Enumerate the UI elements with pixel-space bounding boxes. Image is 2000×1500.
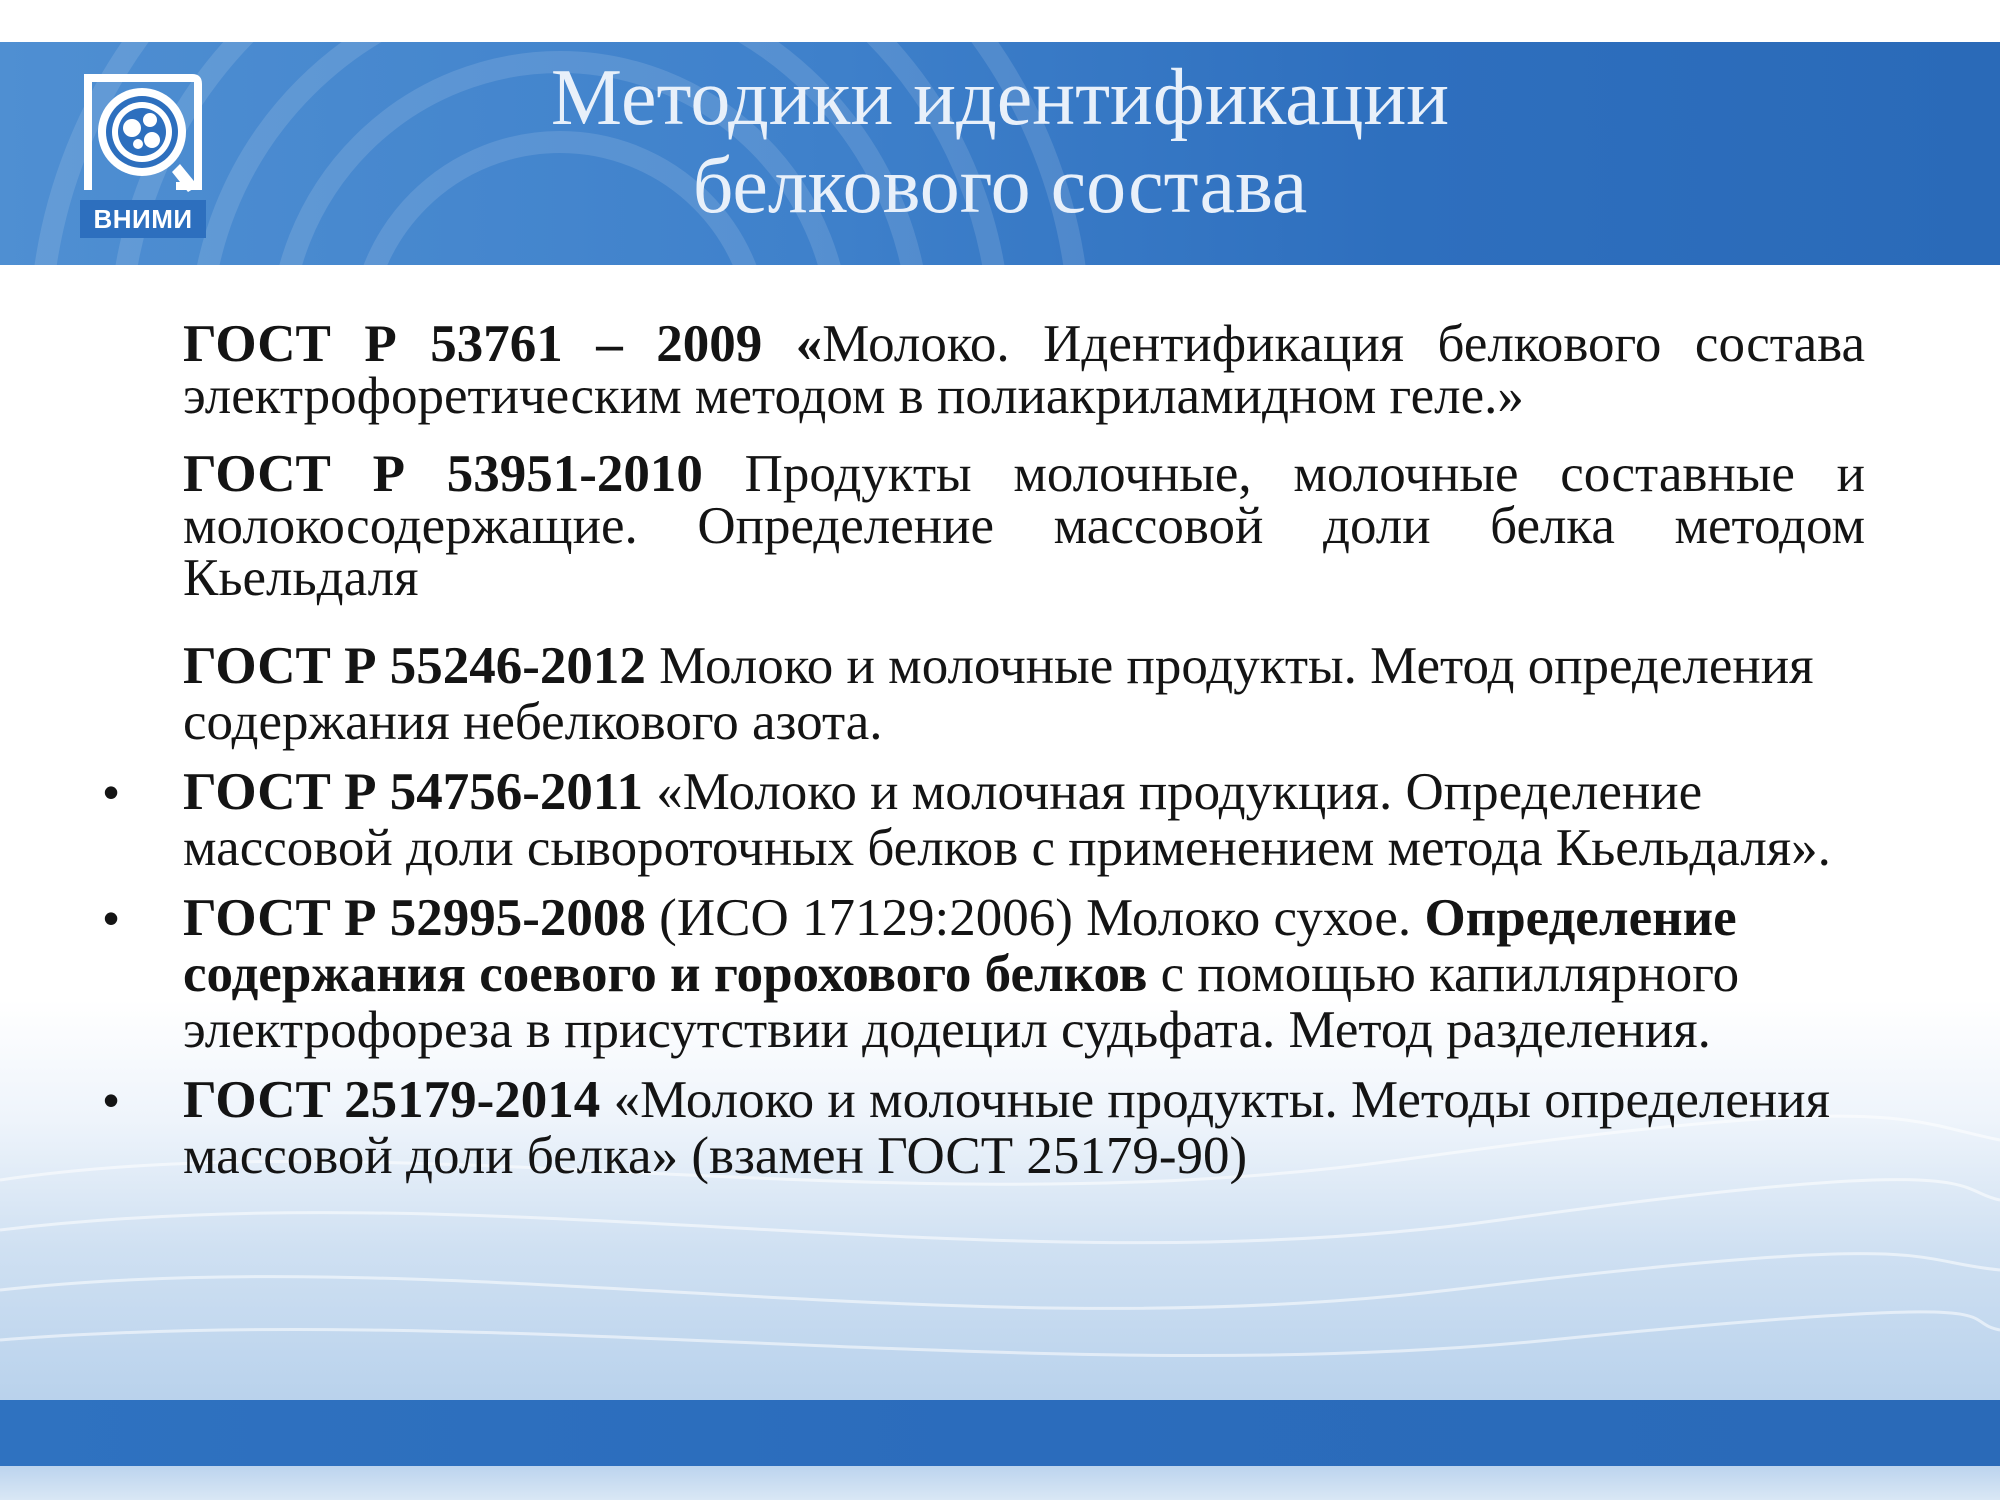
item-text: Молоко и молочные продукты. Метод определения содержания небелкового азота. xyxy=(183,637,1814,751)
footer-light-strip xyxy=(0,1466,2000,1500)
item-code: ГОСТ Р 53951-2010 xyxy=(183,445,703,503)
slide-title xyxy=(300,42,1700,242)
title-line-2: белкового состава xyxy=(692,142,1308,230)
title-line-1: Методики идентификации xyxy=(550,54,1450,142)
footer-band xyxy=(0,1400,2000,1466)
item-code: ГОСТ Р 53761 – 2009 « xyxy=(183,315,823,373)
bullet-icon: • xyxy=(103,766,120,818)
item-text: «Молоко и молочная продукция. Определение массовой доли сывороточных белков с применением метода Кьельдаля». xyxy=(183,763,1831,877)
item-code: ГОСТ Р 52995-2008 xyxy=(183,889,646,947)
gost-list xyxy=(0,315,2000,1185)
list-item xyxy=(183,638,1865,750)
vnimi-logo-icon xyxy=(80,68,206,200)
item-text: Продукты молочные, молочные составные и молокосодержащие. Определение массовой доли белка методом Кьельдаля xyxy=(183,445,1865,607)
bullet-icon: • xyxy=(103,1074,120,1126)
list-item xyxy=(103,889,1865,1059)
list-item xyxy=(183,445,1865,607)
item-code: ГОСТ 25179-2014 xyxy=(183,1071,601,1129)
list-item xyxy=(183,315,1865,425)
item-text-continued: с помощью капиллярного электрофореза в присутствии додецил судьфата. Метод разделения. xyxy=(183,945,1740,1059)
item-text: (ИСО 17129:2006) Молоко сухое. xyxy=(645,889,1425,947)
logo-caption: ВНИМИ xyxy=(80,200,206,238)
item-code: ГОСТ Р 54756-2011 xyxy=(183,763,643,821)
item-emphasis: Определение содержания соевого и горохового белков xyxy=(183,889,1737,1003)
item-code: ГОСТ Р 55246-2012 xyxy=(183,637,646,695)
item-text: Молоко. Идентификация белкового состава электрофоретическим методом в полиакриламидном геле.» xyxy=(183,315,1865,425)
item-text: «Молоко и молочные продукты. Методы определения массовой доли белка» (взамен ГОСТ 25179-90) xyxy=(183,1071,1830,1185)
bullet-icon: • xyxy=(103,892,120,944)
list-item xyxy=(103,1071,1865,1185)
list-item xyxy=(103,763,1865,877)
vnimi-logo xyxy=(80,68,206,244)
